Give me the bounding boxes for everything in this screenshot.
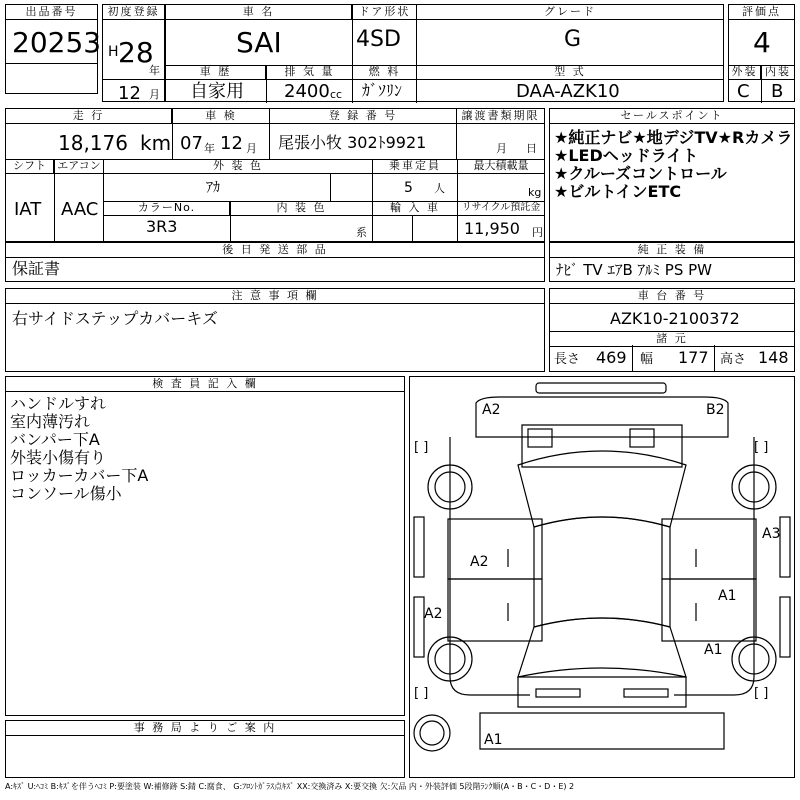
parts-box <box>5 242 545 282</box>
mark-left-door: A2 <box>470 554 489 570</box>
length-value: 469 <box>596 348 627 367</box>
height-label: 高さ <box>720 352 747 367</box>
notes-value: 右サイドステップカバーキズ <box>12 309 218 328</box>
ext-color-label: 外 装 色 <box>104 159 372 174</box>
sales-points-list <box>554 129 792 201</box>
mileage-unit: km <box>140 131 172 155</box>
dims-label: 諸 元 <box>550 331 794 347</box>
width-label: 幅 <box>640 352 654 367</box>
fuel-label: 燃 料 <box>353 65 416 80</box>
score-box <box>728 4 795 102</box>
lot-label: 出品番号 <box>6 5 97 20</box>
car-name-label: 車 名 <box>166 5 352 20</box>
displacement: 2400 <box>284 81 330 102</box>
shift-label: シフト <box>6 159 54 174</box>
lot-box <box>5 4 102 94</box>
chassis-label: 車 台 番 号 <box>550 289 794 304</box>
score-label: 評価点 <box>729 5 794 20</box>
car-diagram-box <box>409 376 795 778</box>
bracket-right-top: [ ] <box>754 440 769 455</box>
chassis-box <box>549 288 795 372</box>
mark-rear: A1 <box>484 732 503 748</box>
length-label: 長さ <box>554 352 581 367</box>
load-label: 最大積載量 <box>458 159 544 174</box>
model: DAA-AZK10 <box>516 81 620 102</box>
sales-point-3: ★クルーズコントロール <box>554 164 727 183</box>
sales-points-box <box>549 108 795 242</box>
mark-front-right: B2 <box>706 402 725 418</box>
mark-left-rear: A2 <box>424 606 443 622</box>
capacity: 5 <box>404 180 413 196</box>
lot-number: 20253 <box>12 26 102 59</box>
recycle-amount: 11,950 <box>464 219 520 238</box>
exterior-score: C <box>737 81 750 102</box>
office-box <box>5 720 405 778</box>
recycle-label: リサイクル預託金 <box>458 201 544 216</box>
sales-points-label: セールスポイント <box>550 109 794 124</box>
score: 4 <box>753 26 771 59</box>
mark-right-rear: A1 <box>704 642 723 658</box>
ext-color: ｱｶ <box>206 180 220 196</box>
equipment-box <box>549 242 795 282</box>
displacement-label: 排 気 量 <box>267 65 352 80</box>
bracket-left-bottom: [ ] <box>414 686 429 701</box>
inspector-note-5: ロッカーカバー下A <box>10 466 149 485</box>
office-label: 事 務 局 よ り ご 案 内 <box>6 721 404 736</box>
sales-point-1: ★純正ナビ★地デジTV★Rカメラ <box>554 128 793 147</box>
month-unit: 月 <box>149 88 160 101</box>
bracket-left-top: [ ] <box>414 440 429 455</box>
inspector-note-4: 外装小傷有り <box>10 448 107 467</box>
height-value: 148 <box>758 348 789 367</box>
inspector-label: 検 査 員 記 入 欄 <box>6 377 404 392</box>
displacement-unit: cc <box>330 88 343 101</box>
transfer-label: 譲渡書類期限 <box>457 109 544 124</box>
color-no: 3R3 <box>146 217 178 236</box>
inspector-box <box>5 376 405 716</box>
ac-label: エアコン <box>55 159 103 174</box>
mileage: 18,176 <box>58 131 128 155</box>
history: 自家用 <box>190 81 244 102</box>
equipment-label: 純 正 装 備 <box>550 243 794 258</box>
equipment-value: ﾅﾋﾞ TV ｴｱB ｱﾙﾐ PS PW <box>556 261 712 279</box>
year-unit: 年 <box>149 64 160 77</box>
inspection-month-unit: 月 <box>246 142 257 155</box>
color-no-label: カラーNo. <box>104 201 230 216</box>
width-value: 177 <box>678 348 709 367</box>
history-label: 車 歴 <box>166 65 266 80</box>
reg-year: 28 <box>118 36 154 69</box>
first-reg-box <box>102 4 165 102</box>
inspector-note-6: コンソール傷小 <box>10 484 122 503</box>
inspection-year-unit: 年 <box>204 142 215 155</box>
inspector-notes <box>10 395 148 503</box>
import-label: 輸 入 車 <box>373 201 457 216</box>
main-header-box <box>165 4 724 102</box>
inspection-month: 12 <box>220 133 243 154</box>
first-reg-label: 初度登録 <box>103 5 164 20</box>
grade-label: グレード <box>417 5 723 20</box>
plate-number: 尾張小牧 302ﾄ9921 <box>278 133 427 152</box>
chassis-number: AZK10-2100372 <box>610 309 740 328</box>
door-label: ドア形状 <box>353 5 416 20</box>
capacity-unit: 人 <box>434 182 445 195</box>
inspector-note-2: 室内薄汚れ <box>10 412 91 431</box>
era: H <box>108 44 119 60</box>
notes-label: 注 意 事 項 欄 <box>6 289 544 304</box>
sales-point-4: ★ビルトインETC <box>554 182 682 201</box>
inspection-year: 07 <box>180 133 203 154</box>
fuel: ｶﾞｿﾘﾝ <box>362 81 403 100</box>
notes-box <box>5 288 545 372</box>
mark-right-door: A1 <box>718 588 737 604</box>
transfer-day-unit: 日 <box>526 142 537 155</box>
door-type: 4SD <box>356 27 401 52</box>
capacity-label: 乗車定員 <box>373 159 457 174</box>
car-diagram <box>410 377 794 777</box>
vehicle-info-box <box>5 108 545 242</box>
grade: G <box>564 27 582 52</box>
model-label: 型 式 <box>417 65 723 80</box>
sales-point-2: ★LEDヘッドライト <box>554 146 699 165</box>
load-unit: kg <box>528 186 542 199</box>
parts-value: 保証書 <box>12 259 61 278</box>
interior-score: B <box>771 81 784 102</box>
int-color-unit: 系 <box>356 226 367 239</box>
inspection-label: 車 検 <box>173 109 269 124</box>
exterior-label: 外装 <box>729 65 761 80</box>
inspector-note-1: ハンドルすれ <box>10 394 107 413</box>
mileage-label: 走 行 <box>6 109 172 124</box>
parts-label: 後 日 発 送 部 品 <box>6 243 544 258</box>
inspector-note-3: バンパー下A <box>10 430 100 449</box>
legend: A:ｷｽﾞ U:ﾍｺﾐ B:ｷｽﾞを伴うﾍｺﾐ P:要塗装 W:補修跡 S:錆 C:腐食、 G:ﾌﾛﾝﾄｶﾞﾗｽ点ｷｽﾞ XX:交換済み X:要交換 欠:欠品 内・外装評価 5段階ﾗﾝｸ順(A・B・C・D・E) 2 <box>5 782 575 791</box>
mark-right-front: A3 <box>762 526 781 542</box>
reg-month: 12 <box>118 83 141 104</box>
plate-label: 登 録 番 号 <box>270 109 456 124</box>
interior-label: 内装 <box>762 65 794 80</box>
transfer-month-unit: 月 <box>496 142 507 155</box>
shift: IAT <box>14 199 42 220</box>
bracket-right-bottom: [ ] <box>754 686 769 701</box>
mark-front-left: A2 <box>482 402 501 418</box>
car-name: SAI <box>236 26 282 59</box>
ac: AAC <box>61 199 99 220</box>
int-color-label: 内 装 色 <box>231 201 372 216</box>
recycle-unit: 円 <box>532 226 543 239</box>
